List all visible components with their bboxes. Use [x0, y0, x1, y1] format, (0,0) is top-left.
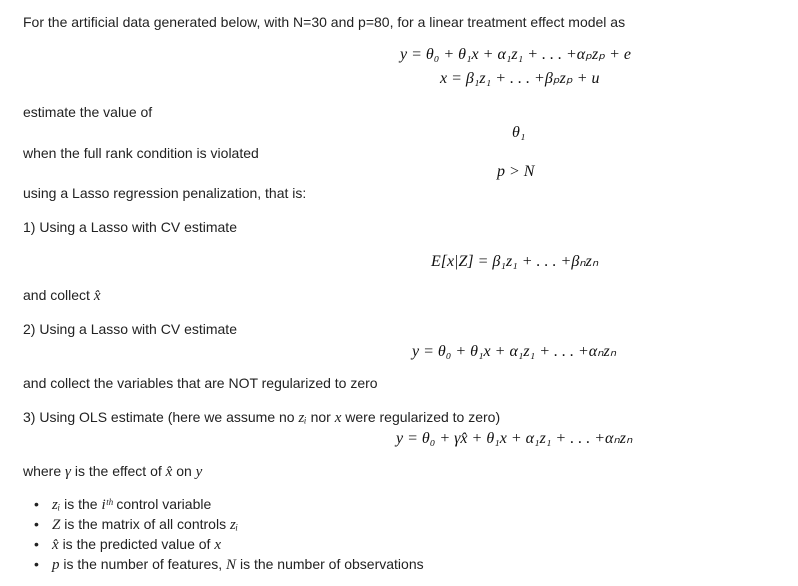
where-part-c: on [176, 463, 192, 479]
x-symbol: x [334, 410, 342, 426]
n-symbol: N [226, 557, 237, 573]
where-text [23, 463, 202, 481]
bullet2-text: is the matrix of all controls [64, 516, 227, 532]
xhat-symbol: x̂ [93, 288, 101, 304]
step3-part-b: nor [310, 409, 331, 425]
step3-part-a: 3) Using OLS estimate (here we assume no [23, 409, 295, 425]
step2-equation: y = θ₀ + θ₁x + α₁z₁ + . . . +αₙzₙ [412, 343, 617, 360]
x-symbol: x [214, 537, 221, 553]
list-item [22, 514, 424, 534]
list-item [22, 554, 424, 574]
zi-symbol: zᵢ [52, 497, 61, 513]
p-symbol: p [52, 557, 60, 573]
bullet1-text-a: is the [64, 496, 98, 512]
where-part-a: where [23, 463, 62, 479]
condition-equation: p > N [497, 163, 535, 180]
model-equation-x: x = β₁z₁ + . . . +βₚzₚ + u [440, 70, 600, 87]
list-item [22, 534, 424, 554]
collect-prefix: and collect [23, 287, 90, 303]
z-matrix-symbol: Z [52, 517, 61, 533]
where-part-b: is the effect of [74, 463, 162, 479]
bullet1-text-b: control variable [116, 496, 212, 512]
collect-xhat-text [23, 287, 101, 305]
condition-label: when the full rank condition is violated [23, 145, 259, 161]
bullet4-text-b: is the number of observations [239, 556, 424, 572]
model-equation-y: y = θ₀ + θ₁x + α₁z₁ + . . . +αₚzₚ + e [400, 46, 632, 63]
zi-symbol: zᵢ [298, 410, 307, 426]
definitions-list [22, 494, 424, 574]
step3-text [23, 409, 500, 427]
y-symbol: y [195, 464, 203, 480]
step3-part-c: were regularized to zero) [345, 409, 501, 425]
list-item [22, 494, 424, 514]
theta1-symbol: θ₁ [512, 124, 526, 141]
lasso-intro: using a Lasso regression penalization, that is: [23, 185, 307, 201]
step1-text: 1) Using a Lasso with CV estimate [23, 219, 237, 235]
step3-equation: y = θ₀ + γx̂ + θ₁x + α₁z₁ + . . . +αₙzₙ [396, 430, 633, 447]
xhat-symbol: x̂ [165, 464, 173, 480]
intro-text: For the artificial data generated below, with N=30 and p=80, for a linear treatment effect model as [23, 14, 626, 30]
step1-equation: E[x|Z] = β₁z₁ + . . . +βₙzₙ [431, 253, 599, 270]
xhat-symbol: x̂ [52, 537, 59, 553]
collect-vars-text: and collect the variables that are NOT regularized to zero [23, 375, 378, 391]
zi-symbol: zᵢ [229, 517, 239, 533]
estimate-label: estimate the value of [23, 104, 153, 120]
step2-text: 2) Using a Lasso with CV estimate [23, 321, 237, 337]
bullet3-text: is the predicted value of [62, 536, 211, 552]
gamma-symbol: γ [65, 464, 71, 480]
bullet4-text-a: is the number of features, [63, 556, 223, 572]
ith-symbol: iᵗʰ [101, 497, 113, 513]
